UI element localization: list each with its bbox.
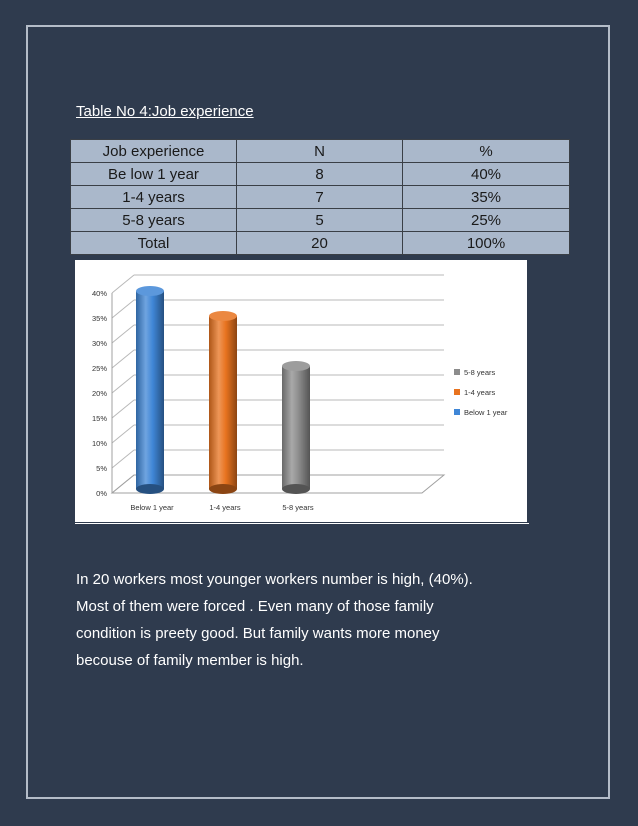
gridline-side: [112, 425, 134, 443]
bar: [209, 311, 237, 494]
bar: [282, 361, 310, 494]
legend-swatch: [454, 369, 460, 375]
bar-body: [136, 291, 164, 489]
table-cell: 40%: [403, 163, 570, 186]
x-tick-label: 1-4 years: [209, 503, 241, 512]
paragraph-line: Most of them were forced . Even many of those family: [76, 598, 434, 615]
bar-top: [136, 286, 164, 296]
bar-bottom: [209, 484, 237, 494]
table-cell: Total: [71, 232, 237, 255]
paragraph-line: In 20 workers most younger workers number is high, (40%).: [76, 571, 473, 588]
bar-chart: [75, 260, 527, 522]
legend-label: 5-8 years: [464, 368, 496, 377]
bar-top: [282, 361, 310, 371]
bar-bottom: [136, 484, 164, 494]
gridline-side: [112, 325, 134, 343]
y-tick-label: 25%: [91, 364, 107, 373]
body-text: [76, 566, 576, 674]
paragraph-line: becouse of family member is high.: [76, 652, 304, 669]
gridline-side: [112, 300, 134, 318]
y-tick-label: 40%: [91, 289, 107, 298]
table-cell: 5: [237, 209, 403, 232]
y-tick-label: 15%: [91, 414, 107, 423]
table-cell: 1-4 years: [71, 186, 237, 209]
table-cell: 35%: [403, 186, 570, 209]
table-row: [71, 232, 570, 255]
chart-svg: [75, 260, 527, 522]
job-experience-table: [70, 139, 570, 255]
bar-body: [282, 366, 310, 489]
legend-label: Below 1 year: [464, 408, 508, 417]
y-tick-label: 10%: [91, 439, 107, 448]
bar-top: [209, 311, 237, 321]
bar: [136, 286, 164, 494]
bar-bottom: [282, 484, 310, 494]
gridline-side: [112, 350, 134, 368]
table-cell: 25%: [403, 209, 570, 232]
table-title: Table No 4:Job experience: [76, 103, 254, 120]
header-cell: N: [237, 140, 403, 163]
y-tick-label: 0%: [96, 489, 107, 498]
table-row: [71, 186, 570, 209]
x-tick-label: 5-8 years: [282, 503, 314, 512]
x-tick-label: Below 1 year: [130, 503, 174, 512]
legend-label: 1-4 years: [464, 388, 496, 397]
table-cell: 20: [237, 232, 403, 255]
divider: [75, 523, 529, 524]
gridline-side: [112, 450, 134, 468]
table-row: [71, 209, 570, 232]
legend-swatch: [454, 389, 460, 395]
y-tick-label: 30%: [91, 339, 107, 348]
y-tick-label: 5%: [96, 464, 107, 473]
header-cell: %: [403, 140, 570, 163]
bar-body: [209, 316, 237, 489]
y-tick-label: 35%: [91, 314, 107, 323]
y-tick-label: 20%: [91, 389, 107, 398]
table-cell: 8: [237, 163, 403, 186]
table-cell: 7: [237, 186, 403, 209]
legend-swatch: [454, 409, 460, 415]
table-cell: Be low 1 year: [71, 163, 237, 186]
gridline-side: [112, 400, 134, 418]
gridline-side: [112, 375, 134, 393]
header-cell: Job experience: [71, 140, 237, 163]
table-cell: 5-8 years: [71, 209, 237, 232]
table-row: [71, 163, 570, 186]
table-header-row: [71, 140, 570, 163]
table-cell: 100%: [403, 232, 570, 255]
paragraph-line: condition is preety good. But family wants more money: [76, 625, 440, 642]
gridline-side: [112, 275, 134, 293]
